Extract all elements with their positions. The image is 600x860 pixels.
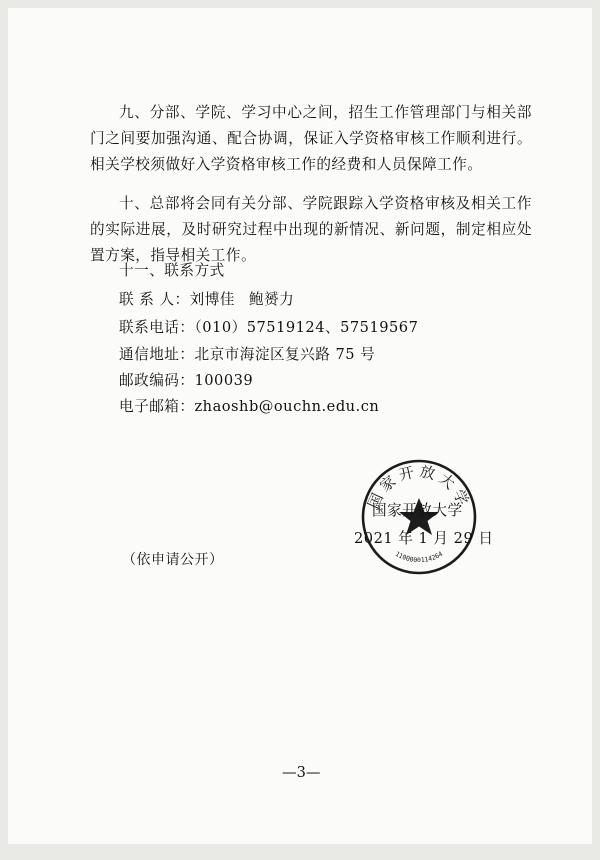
page-number: —3—	[282, 764, 321, 781]
paragraph-ten: 十、总部将会同有关分部、学院跟踪入学资格审核及相关工作的实际进展，及时研究过程中出现的新情况、新问题，制定相应处置方案，指导相关工作。	[90, 195, 532, 264]
document-page	[8, 8, 592, 844]
contact-person-line	[119, 287, 294, 313]
contact-email-line	[119, 394, 379, 420]
issuer-name: 国家开放大学	[372, 502, 463, 519]
contact-postcode-label: 邮政编码：	[119, 372, 195, 389]
contact-heading: 十一、联系方式	[119, 262, 225, 279]
paragraph-nine: 九、分部、学院、学习中心之间，招生工作管理部门与相关部门之间要加强沟通、配合协调，保证入学资格审核工作顺利进行。相关学校须做好入学资格审核工作的经费和人员保障工作。	[90, 104, 532, 173]
contact-person-1: 刘博佳	[189, 291, 235, 308]
contact-postcode-line	[119, 368, 253, 394]
contact-email-label: 电子邮箱：	[119, 398, 195, 415]
seal-arc-text: 国家开放大学	[364, 462, 474, 512]
contact-address-line	[119, 342, 375, 368]
contact-phone-line	[119, 315, 418, 341]
contact-postcode-value: 100039	[194, 372, 254, 389]
contact-phone-label: 联系电话：	[119, 319, 195, 336]
contact-person-label: 联 系 人：	[119, 291, 190, 308]
contact-phone-value: （010）57519124、57519567	[194, 319, 419, 336]
issue-date: 2021 年 1 月 29 日	[354, 530, 494, 547]
contact-person-2: 鲍赟力	[248, 291, 295, 308]
seal-number: 1100000114264	[393, 549, 445, 565]
contact-address-label: 通信地址：	[119, 346, 195, 363]
contact-address-value: 北京市海淀区复兴路 75 号	[194, 346, 376, 363]
disclosure-note: （依申请公开）	[122, 552, 224, 568]
contact-email-value: zhaoshb@ouchn.edu.cn	[194, 398, 380, 415]
